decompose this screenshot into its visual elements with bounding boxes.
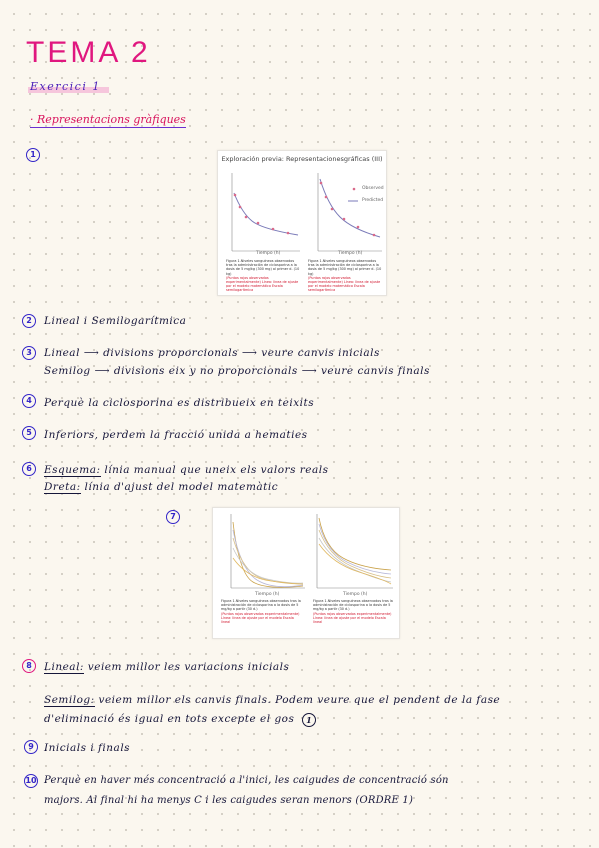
answer-6-dreta: Dreta: línia d'ajust del model matemàtic: [44, 481, 279, 493]
circled-ref-1: 1: [302, 713, 316, 727]
figure-2-thumbnail: [212, 507, 400, 639]
answer-8-semilog: Semilog: veiem millor els canvis finals. Podem veure que el pendent de la fase: [44, 694, 501, 706]
item-number-8: 8: [22, 659, 36, 673]
page-title: TEMA 2: [26, 36, 151, 69]
answer-3-lineal: Lineal ⟶ divisions proporcionals ⟶ veure canvis inicials: [44, 347, 380, 359]
answer-4: Perquè la ciclosporina es distribueix en teixits: [44, 397, 315, 409]
section-heading: · Representacions gràfiques: [30, 113, 186, 126]
item-number-2: 2: [22, 314, 36, 328]
item-number-4: 4: [22, 394, 36, 408]
answer-8-elimination: d'eliminació és igual en tots excepte el gos 1: [44, 712, 316, 726]
item-number-6: 6: [22, 462, 36, 476]
item-number-1: 1: [26, 148, 40, 162]
figure-1-xlabel-left: Tiempo (h): [256, 251, 281, 256]
answer-10-line1: Perquè en haver més concentració a l'inici, les caigudes de concentració són: [44, 775, 449, 786]
figure-2-xlabel-left: Tiempo (h): [255, 592, 280, 597]
answer-9: Inicials i finals: [44, 742, 131, 754]
legend-predicted: Predicted: [362, 198, 384, 203]
answer-2: Lineal i Semilogarítmica: [44, 315, 187, 327]
answer-3-semilog: Semilog ⟶ divisions eix y no proporcionals ⟶ veure canvis finals: [44, 365, 430, 377]
item-number-10: 10: [24, 774, 38, 788]
figure-1-thumbnail: [217, 150, 387, 296]
answer-5: Inferiors, perdem la fracció unida a hematies: [44, 429, 308, 441]
figure-1-caption-left: Figura 1.Niveles sanguíneos observados tras la administración de ciclosporina a la dosis de 5 mg/kg (300 mg) al primer d. (10 kg) (Puntos rojos observados experimentalmente) Línea: línea de ajuste por el modelo matemático Escala semilogarítmica: [226, 259, 300, 293]
item-number-7: 7: [166, 510, 180, 524]
figure-2-plots: [213, 508, 399, 598]
figure-1-plots: [218, 165, 386, 265]
answer-8-lineal: Lineal: veiem millor les variacions inicials: [44, 661, 290, 673]
item-number-5: 5: [22, 426, 36, 440]
figure-1-title: Exploración previa: Representacionesgráficas (III): [221, 155, 383, 163]
answer-6-esquema: Esquema: línia manual que uneix els valors reals: [44, 464, 329, 476]
item-number-3: 3: [22, 346, 36, 360]
figure-2-caption-right: Figura 1.Niveles sanguíneos observados tras la administración de ciclosporina a la dosis de 5 mg/kg a partir (30 d.) (Puntos rojos observados experimentalmente) Línea: línea de ajuste por el modelo Escala lineal: [313, 599, 393, 625]
figure-1-xlabel-right: Tiempo (h): [338, 251, 363, 256]
legend-observed: Observed: [362, 186, 384, 191]
figure-2-caption-left: Figura 1.Niveles sanguíneos observados tras la administración de ciclosporina a la dosis de 5 mg/kg a partir (30 d.) (Puntos rojos observados experimentalmente) Línea: línea de ajuste por el modelo Escala lineal: [221, 599, 301, 625]
item-number-9: 9: [24, 740, 38, 754]
exercise-label: Exercici 1: [28, 80, 109, 93]
figure-2-xlabel-right: Tiempo (h): [343, 592, 368, 597]
answer-10-line2: majors. Al final hi ha menys C i les caigudes seran menors (ORDRE 1): [44, 795, 414, 806]
figure-1-caption-right: Figura 1.Niveles sanguíneos observados tras la administración de ciclosporina a la dosis de 5 mg/kg (300 mg) al primer d. (10 kg) (Puntos rojos observados experimentalmente) Línea: línea de ajuste por el modelo matemático Escala semilogarítmica: [308, 259, 382, 293]
